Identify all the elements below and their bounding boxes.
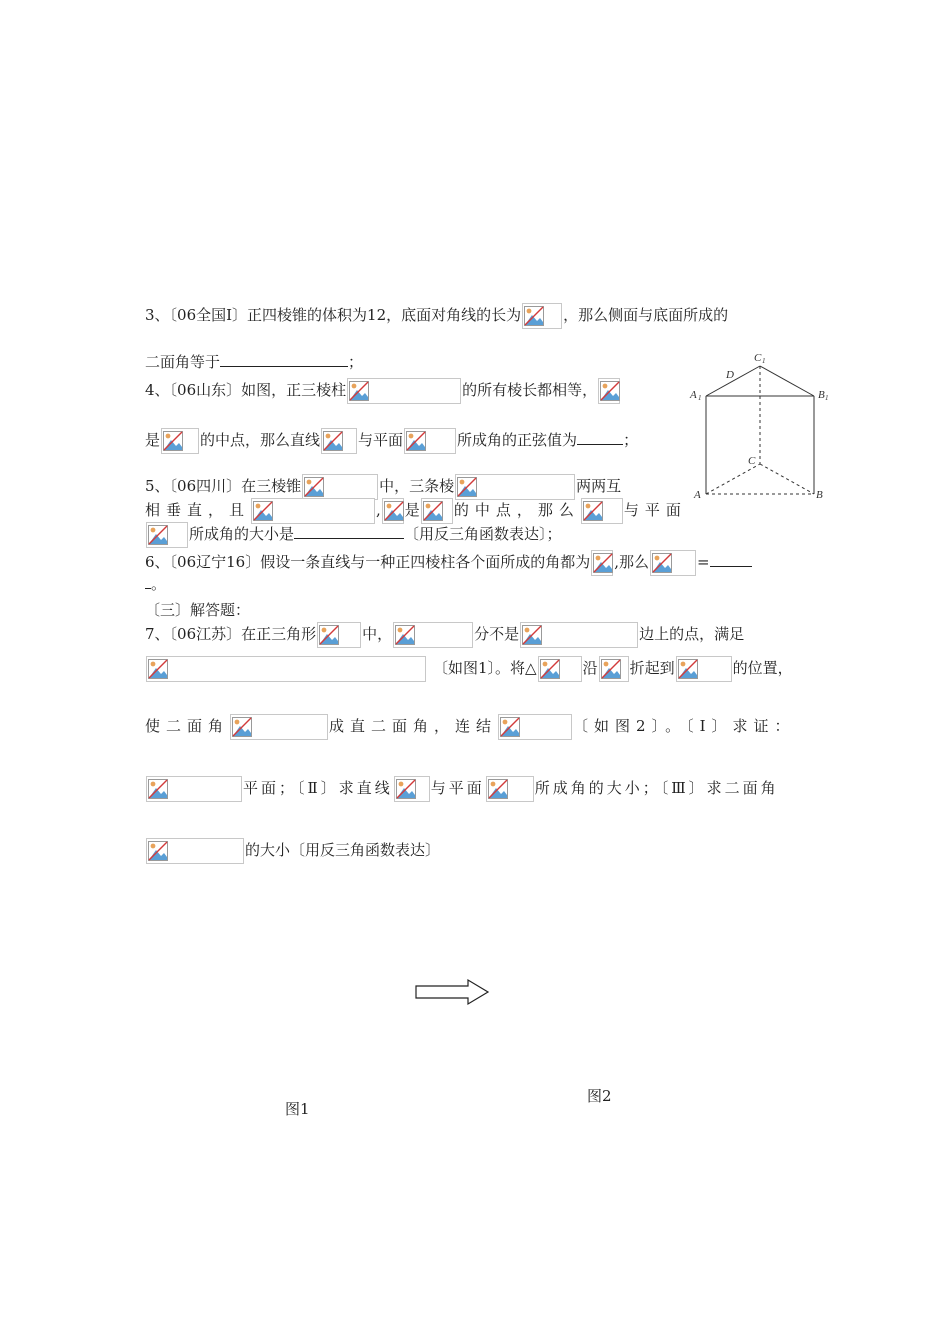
formula-image-icon xyxy=(486,776,534,802)
formula-image-icon xyxy=(230,714,328,740)
question-5-line-1: 5、〔06四川〕在三棱锥 中，三条棱 两两互 xyxy=(145,474,621,500)
answer-blank xyxy=(710,552,752,567)
formula-image-icon xyxy=(394,776,430,802)
question-6-line-1: 6、〔06辽宁16〕假设一条直线与一种正四棱柱各个面所成的角都为 ,那么 = xyxy=(145,550,752,576)
answer-blank xyxy=(220,352,348,367)
formula-image-icon xyxy=(146,838,244,864)
figure-2-caption: 图2 xyxy=(587,1087,612,1105)
question-3-line-1: 3、〔06全国Ⅰ〕正四棱锥的体积为12，底面对角线的长为 ，那么侧面与底面所成的 xyxy=(145,303,728,329)
formula-image-icon xyxy=(498,714,572,740)
label-a1: A xyxy=(690,389,697,401)
formula-image-icon xyxy=(146,522,188,548)
formula-image-icon xyxy=(302,474,378,500)
question-5-line-2: 相垂直，且 , 是 的中点，那么 与平面 xyxy=(145,498,687,524)
label-a: A xyxy=(694,489,701,501)
formula-image-icon xyxy=(321,428,357,454)
question-5-line-3: 所成角的大小是 〔用反三角函数表达〕； xyxy=(145,522,562,548)
right-arrow-icon xyxy=(414,978,492,1006)
label-a1-sub: 1 xyxy=(698,394,702,402)
label-b1-sub: 1 xyxy=(825,394,829,402)
section-title: 〔三〕解答题： xyxy=(145,601,251,619)
formula-image-icon xyxy=(317,622,361,648)
formula-image-icon xyxy=(650,550,696,576)
formula-image-icon xyxy=(251,498,375,524)
formula-image-icon xyxy=(522,303,562,329)
question-7-line-2: 〔如图1〕。将△ 沿 折起到 的位置， xyxy=(145,656,793,682)
formula-image-icon xyxy=(161,428,199,454)
question-4-line-1: 4、〔06山东〕如图，正三棱柱 的所有棱长都相等， xyxy=(145,378,621,404)
formula-image-icon xyxy=(591,550,613,576)
edge-c1-b1 xyxy=(760,366,814,396)
formula-image-icon xyxy=(404,428,456,454)
question-6-line-2: 。 xyxy=(145,574,166,594)
question-7-line-4: 平面；〔Ⅱ〕求直线 与平面 所成角的大小；〔Ⅲ〕求二面角 xyxy=(145,776,779,802)
label-c1: C xyxy=(754,352,762,364)
formula-image-icon xyxy=(382,498,404,524)
question-3-line-2: 二面角等于 ； xyxy=(145,353,364,371)
answer-blank xyxy=(294,524,404,539)
formula-image-icon xyxy=(146,656,426,682)
formula-image-icon xyxy=(538,656,582,682)
prism-figure xyxy=(688,348,838,508)
question-7-line-1: 7、〔06江苏〕在正三角形 中， 分不是 边上的点，满足 xyxy=(145,622,744,648)
label-c: C xyxy=(748,455,756,467)
formula-image-icon xyxy=(347,378,461,404)
label-b1: B xyxy=(818,389,825,401)
label-d: D xyxy=(726,369,734,381)
question-4-line-2: 是 的中点，那么直线 与平面 所成角的正弦值为 ； xyxy=(145,428,638,454)
answer-blank xyxy=(577,430,623,445)
formula-image-icon xyxy=(421,498,453,524)
question-7-line-5: 的大小〔用反三角函数表达〕 xyxy=(145,838,440,864)
formula-image-icon xyxy=(599,656,629,682)
formula-image-icon xyxy=(581,498,623,524)
formula-image-icon xyxy=(598,378,620,404)
formula-image-icon xyxy=(520,622,638,648)
question-7-line-3: 使二面角 成直二面角，连结 〔如图2〕。〔Ⅰ〕求证： xyxy=(145,714,796,740)
figure-1-caption: 图1 xyxy=(285,1100,310,1118)
formula-image-icon xyxy=(146,776,242,802)
label-b: B xyxy=(816,489,823,501)
edge-a-c xyxy=(706,464,760,494)
formula-image-icon xyxy=(455,474,575,500)
formula-image-icon xyxy=(393,622,473,648)
formula-image-icon xyxy=(676,656,732,682)
edge-c-b xyxy=(760,464,814,494)
label-c1-sub: 1 xyxy=(762,357,766,365)
